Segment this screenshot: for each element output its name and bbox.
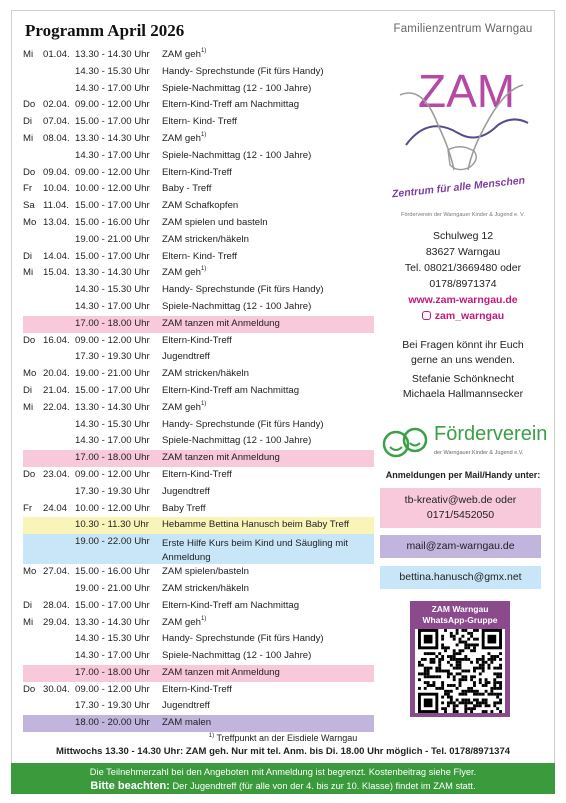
schedule-activity	[162, 383, 299, 400]
anmeldung-box-3-line1: bettina.hanusch@gmx.net	[399, 571, 522, 583]
contact-line1: Bei Fragen könnt ihr Euch	[402, 339, 524, 351]
schedule-day: Di	[23, 250, 33, 262]
schedule-activity-text: ZAM geh	[162, 401, 201, 413]
schedule-time: 14.30 - 15.30 Uhr	[75, 418, 150, 430]
schedule-row	[23, 450, 374, 467]
contact-info	[380, 338, 546, 402]
schedule-day: Mo	[23, 566, 37, 578]
schedule-row	[23, 648, 374, 665]
foerderverein-sub: der Warngauer Kinder & Jugend e.V.	[434, 450, 524, 456]
schedule-time: 18.00 - 20.00 Uhr	[75, 717, 150, 729]
schedule-time: 15.00 - 16.00 Uhr	[75, 566, 150, 578]
schedule-activity	[162, 501, 206, 518]
schedule-activity	[162, 467, 232, 484]
schedule-day: Mi	[23, 49, 34, 60]
schedule-activity-text: ZAM geh	[162, 616, 201, 628]
schedule-activity	[162, 299, 311, 316]
schedule-time: 13.30 - 14.30 Uhr	[75, 267, 150, 279]
schedule-date: 21.04.	[43, 384, 70, 396]
schedule-activity-text: Eltern- Kind- Treff	[162, 116, 238, 128]
schedule-time: 09.00 - 12.00 Uhr	[75, 334, 150, 346]
schedule-activity-text: Eltern-Kind-Treff	[162, 468, 232, 480]
schedule-day: Do	[23, 166, 36, 178]
schedule-activity-text: Spiele-Nachmittag (12 - 100 Jahre)	[162, 149, 312, 161]
footnote-ref: 1)	[200, 615, 207, 622]
schedule-activity-text: ZAM stricken/häkeln	[162, 582, 249, 594]
whatsapp-title: ZAM Warngau	[431, 604, 489, 614]
schedule-activity-text: Spiele-Nachmittag (12 - 100 Jahre)	[162, 435, 312, 447]
schedule-time: 15.00 - 17.00 Uhr	[75, 384, 150, 396]
schedule-activity-text: Eltern-Kind-Treff	[162, 166, 232, 178]
schedule-row	[23, 181, 374, 198]
schedule-activity-text: ZAM tanzen mit Anmeldung	[162, 452, 280, 464]
schedule-activity-text: Spiele-Nachmittag (12 - 100 Jahre)	[162, 82, 312, 94]
schedule-activity	[162, 97, 299, 114]
schedule-day: Di	[23, 116, 33, 128]
schedule-row	[23, 232, 374, 249]
schedule-day: Fr	[23, 502, 33, 514]
schedule-day: Sa	[23, 200, 35, 212]
address-street: Schulweg 12	[432, 230, 494, 242]
schedule-activity	[162, 484, 210, 501]
foerderverein-logo	[378, 420, 548, 464]
schedule-time: 10.00 - 12.00 Uhr	[75, 183, 150, 195]
schedule-activity-text: Jugendtreff	[162, 700, 210, 712]
schedule-row	[23, 631, 374, 648]
schedule-activity-text: ZAM malen	[162, 717, 212, 729]
footer-banner	[11, 763, 555, 794]
schedule-day: Mo	[23, 368, 37, 380]
schedule-time: 15.00 - 17.00 Uhr	[75, 250, 150, 262]
schedule-activity	[162, 333, 232, 350]
foerderverein-name: Förderverein	[434, 423, 548, 445]
schedule-time: 17.00 - 18.00 Uhr	[75, 452, 150, 464]
schedule-activity	[162, 64, 324, 81]
schedule-time: 19.00 - 21.00 Uhr	[75, 368, 150, 380]
schedule-activity	[162, 417, 324, 434]
schedule-activity	[162, 564, 249, 581]
schedule-time: 14.30 - 17.00 Uhr	[75, 149, 150, 161]
page-title: Programm April 2026	[25, 21, 185, 40]
schedule-time: 14.30 - 17.00 Uhr	[75, 82, 150, 94]
schedule-day: Fr	[23, 183, 33, 195]
schedule-activity-text: ZAM stricken/häkeln	[162, 368, 249, 380]
anmeldung-box-1-line1: tb-kreativ@web.de oder	[404, 494, 517, 506]
schedule-row	[23, 215, 374, 232]
schedule-time: 19.00 - 21.00 Uhr	[75, 233, 150, 245]
schedule-time: 14.30 - 17.00 Uhr	[75, 650, 150, 662]
footnote-ref: 1)	[200, 48, 207, 54]
schedule-activity	[162, 615, 206, 632]
schedule-activity-text: ZAM geh	[162, 267, 201, 279]
schedule-day: Do	[23, 334, 36, 346]
schedule-activity	[162, 181, 211, 198]
schedule-activity-text: ZAM tanzen mit Anmeldung	[162, 317, 280, 329]
logo-text: ZAM	[418, 65, 516, 117]
zam-logo	[388, 45, 538, 215]
schedule-activity-text: Handy- Sprechstunde (Fit fürs Handy)	[162, 418, 324, 430]
schedule-date: 23.04.	[43, 468, 70, 480]
schedule-row	[23, 299, 374, 316]
logo-tagline: Zentrum für alle Menschen	[391, 174, 526, 201]
schedule-row	[23, 47, 374, 64]
schedule-activity	[162, 282, 324, 299]
address-phone1: Tel. 08021/3669480 oder	[404, 262, 522, 274]
schedule-row	[23, 581, 374, 598]
schedule-date: 15.04.	[43, 267, 70, 279]
schedule-date: 28.04.	[43, 599, 70, 611]
footnote	[11, 733, 555, 743]
schedule-day: Do	[23, 683, 36, 695]
schedule-time: 09.00 - 12.00 Uhr	[75, 99, 150, 111]
schedule-time: 15.00 - 17.00 Uhr	[75, 200, 150, 212]
contact-line2: gerne an uns wenden.	[411, 354, 515, 366]
schedule-row	[23, 715, 374, 732]
schedule-activity	[162, 598, 299, 615]
schedule-time: 09.00 - 12.00 Uhr	[75, 683, 150, 695]
schedule-time: 15.00 - 17.00 Uhr	[75, 116, 150, 128]
footer-bold: Bitte beachten:	[90, 780, 170, 792]
schedule-date: 20.04.	[43, 368, 70, 380]
schedule-activity-text: Handy- Sprechstunde (Fit fürs Handy)	[162, 633, 324, 645]
schedule-activity	[162, 249, 237, 266]
schedule-row	[23, 400, 374, 417]
schedule-time: 17.30 - 19.30 Uhr	[75, 351, 150, 363]
schedule-date: 16.04.	[43, 334, 70, 346]
schedule-time: 17.30 - 19.30 Uhr	[75, 485, 150, 497]
schedule-day: Mi	[23, 401, 34, 413]
schedule-activity-text: ZAM spielen/basteln	[162, 566, 249, 578]
schedule-activity-text: Eltern-Kind-Treff	[162, 683, 232, 695]
schedule-activity	[162, 450, 280, 467]
wednesday-note: Mittwochs 13.30 - 14.30 Uhr: ZAM geh. Nur mit tel. Anm. bis Di. 18.00 Uhr möglich - Tel. 0178/8971374	[55, 746, 511, 757]
schedule-activity	[162, 114, 237, 131]
schedule-date: 29.04.	[43, 616, 70, 628]
schedule-day: Di	[23, 384, 33, 396]
faces-icon	[378, 420, 434, 464]
schedule-activity-text: Jugendtreff	[162, 485, 210, 497]
schedule-activity-text: Handy- Sprechstunde (Fit fürs Handy)	[162, 65, 324, 77]
schedule-row	[23, 564, 374, 581]
schedule-date: 13.04.	[43, 216, 70, 228]
schedule-activity	[162, 131, 206, 148]
contact-name2: Michaela Hallmannsecker	[402, 388, 524, 400]
schedule-row	[23, 282, 374, 299]
schedule-row	[23, 64, 374, 81]
whatsapp-group[interactable]	[410, 601, 510, 717]
schedule-date: 10.04.	[43, 183, 70, 195]
schedule-activity-text: Eltern-Kind-Treff	[162, 334, 232, 346]
schedule-row	[23, 615, 374, 632]
schedule-time: 09.00 - 12.00 Uhr	[75, 468, 150, 480]
schedule-row	[23, 333, 374, 350]
schedule-activity	[162, 165, 232, 182]
schedule-activity	[162, 215, 268, 232]
schedule-activity-text: Handy- Sprechstunde (Fit fürs Handy)	[162, 284, 324, 296]
schedule-activity	[162, 537, 352, 564]
schedule-activity	[162, 349, 210, 366]
schedule-activity-text: Eltern-Kind-Treff am Nachmittag	[162, 99, 300, 111]
anmeldung-title: Anmeldungen per Mail/Handy unter:	[385, 470, 541, 480]
schedule-day: Mi	[23, 267, 34, 279]
schedule-activity	[162, 433, 311, 450]
schedule-time: 14.30 - 17.00 Uhr	[75, 300, 150, 312]
schedule-time: 14.30 - 15.30 Uhr	[75, 284, 150, 296]
schedule-activity	[162, 715, 211, 732]
schedule-activity	[162, 631, 324, 648]
schedule-time: 13.30 - 14.30 Uhr	[75, 401, 150, 413]
whatsapp-subtitle: WhatsApp-Gruppe	[422, 615, 498, 625]
schedule-time: 15.00 - 17.00 Uhr	[75, 599, 150, 611]
schedule-time: 13.30 - 14.30 Uhr	[75, 616, 150, 628]
schedule-day: Mi	[23, 132, 34, 144]
logo-subline: Förderverein der Warngauer Kinder & Jugend e. V.	[401, 212, 525, 218]
schedule-activity	[162, 400, 206, 417]
address-city: 83627 Warngau	[425, 246, 501, 258]
schedule-row	[23, 433, 374, 450]
schedule-time: 17.00 - 18.00 Uhr	[75, 666, 150, 678]
schedule-time: 19.00 - 21.00 Uhr	[75, 582, 150, 594]
schedule-row	[23, 534, 374, 564]
schedule-activity-text: ZAM Schafkopfen	[162, 200, 239, 212]
schedule-row	[23, 467, 374, 484]
schedule-activity-text: ZAM stricken/häkeln	[162, 233, 249, 245]
schedule-row	[23, 349, 374, 366]
schedule-row	[23, 665, 374, 682]
schedule-date: 24.04	[43, 502, 68, 514]
schedule-time: 17.30 - 19.30 Uhr	[75, 700, 150, 712]
schedule-activity	[162, 198, 238, 215]
schedule-time: 14.30 - 15.30 Uhr	[75, 65, 150, 77]
schedule-date: 02.04.	[43, 99, 70, 111]
schedule-date: 07.04.	[43, 116, 70, 128]
anmeldung-box-1[interactable]	[380, 488, 541, 528]
schedule-activity-text: ZAM geh	[162, 49, 201, 60]
schedule-time: 14.30 - 15.30 Uhr	[75, 633, 150, 645]
footer-line1: Die Teilnehmerzahl bei den Angeboten mit Anmeldung ist begrenzt. Kostenbeitrag siehe Flyer.	[89, 767, 477, 777]
schedule-activity	[162, 665, 280, 682]
footnote-ref: 1)	[200, 266, 207, 273]
schedule-date: 27.04.	[43, 566, 70, 578]
schedule-activity	[162, 682, 232, 699]
schedule-activity-text: ZAM tanzen mit Anmeldung	[162, 666, 280, 678]
schedule-time: 10.30 - 11.30 Uhr	[75, 519, 149, 531]
schedule-time: 15.00 - 16.00 Uhr	[75, 216, 150, 228]
schedule-day: Mi	[23, 616, 34, 628]
schedule-activity	[162, 81, 311, 98]
schedule-activity	[162, 366, 249, 383]
schedule-row	[23, 198, 374, 215]
instagram-icon	[422, 311, 431, 320]
footer-line2: Der Jugendtreff (für alle von der 4. bis zur 10. Klasse) findet im ZAM statt.	[172, 781, 476, 791]
schedule-day: Mo	[23, 216, 37, 228]
footnote-text: Treffpunkt an der Eisdiele Warngau	[216, 733, 358, 743]
schedule-date: 14.04.	[43, 250, 70, 262]
schedule-row	[23, 316, 374, 333]
schedule-row	[23, 249, 374, 266]
schedule-day: Do	[23, 99, 36, 111]
schedule-activity-text: ZAM spielen und basteln	[162, 216, 268, 228]
address-phone2: 0178/8971374	[429, 278, 497, 290]
instagram-handle: zam_warngau	[434, 310, 505, 322]
schedule-activity-text: Spiele-Nachmittag (12 - 100 Jahre)	[162, 650, 312, 662]
schedule-list	[23, 47, 374, 732]
schedule-day: Do	[23, 468, 36, 480]
schedule-row	[23, 484, 374, 501]
schedule-date: 08.04.	[43, 132, 70, 144]
schedule-row	[23, 366, 374, 383]
footnote-mark: 1)	[208, 733, 215, 739]
schedule-time: 10.00 - 12.00 Uhr	[75, 502, 150, 514]
schedule-activity	[162, 47, 206, 64]
schedule-activity-text: ZAM geh	[162, 132, 201, 144]
schedule-activity	[162, 581, 249, 598]
schedule-row	[23, 598, 374, 615]
schedule-activity	[162, 316, 280, 333]
schedule-date: 22.04.	[43, 401, 70, 413]
schedule-row	[23, 81, 374, 98]
schedule-activity	[162, 648, 311, 665]
schedule-time: 17.00 - 18.00 Uhr	[75, 317, 150, 329]
schedule-activity-text: Erste Hilfe Kurs beim Kind und Säugling mit Anmeldung	[162, 538, 349, 563]
schedule-activity-text: Eltern-Kind-Treff am Nachmittag	[162, 599, 300, 611]
schedule-activity-text: Eltern-Kind-Treff am Nachmittag	[162, 384, 300, 396]
schedule-row	[23, 97, 374, 114]
schedule-row	[23, 131, 374, 148]
schedule-date: 11.04.	[43, 200, 69, 212]
anmeldung-box-2[interactable]	[380, 535, 541, 558]
footnote-ref: 1)	[200, 400, 207, 407]
schedule-activity-text: Jugendtreff	[162, 351, 210, 363]
schedule-row	[23, 114, 374, 131]
schedule-activity	[162, 265, 206, 282]
contact-name1: Stefanie Schönknecht	[411, 373, 515, 385]
schedule-time: 09.00 - 12.00 Uhr	[75, 166, 150, 178]
schedule-activity	[162, 698, 210, 715]
anmeldung-box-3[interactable]	[380, 566, 541, 589]
schedule-date: 01.04.	[43, 49, 70, 60]
anmeldung-box-2-line1: mail@zam-warngau.de	[406, 540, 515, 552]
schedule-activity	[162, 232, 249, 249]
schedule-row	[23, 148, 374, 165]
schedule-row	[23, 698, 374, 715]
schedule-activity	[162, 517, 349, 534]
schedule-time: 13.30 - 14.30 Uhr	[75, 132, 150, 144]
qr-code[interactable]	[415, 629, 505, 713]
schedule-row	[23, 517, 374, 534]
org-name: Familienzentrum Warngau	[393, 23, 533, 35]
schedule-row	[23, 501, 374, 518]
schedule-activity-text: Baby Treff	[162, 502, 206, 514]
schedule-row	[23, 417, 374, 434]
website-link[interactable]: www.zam-warngau.de	[408, 294, 518, 306]
schedule-activity	[162, 148, 311, 165]
schedule-activity-text: Baby - Treff	[162, 183, 212, 195]
schedule-time: 13.30 - 14.30 Uhr	[75, 49, 150, 60]
schedule-time: 14.30 - 17.00 Uhr	[75, 435, 150, 447]
schedule-row	[23, 165, 374, 182]
schedule-row	[23, 265, 374, 282]
schedule-activity-text: Hebamme Bettina Hanusch beim Baby Treff	[162, 519, 349, 531]
schedule-date: 09.04.	[43, 166, 70, 178]
anmeldung-box-1-line2: 0171/5452050	[426, 509, 495, 521]
schedule-date: 30.04.	[43, 683, 70, 695]
instagram-link[interactable]	[380, 309, 546, 323]
schedule-row	[23, 383, 374, 400]
schedule-activity-text: Spiele-Nachmittag (12 - 100 Jahre)	[162, 300, 312, 312]
footnote-ref: 1)	[200, 131, 207, 138]
schedule-row	[23, 682, 374, 699]
schedule-day: Di	[23, 599, 33, 611]
schedule-activity-text: Eltern- Kind- Treff	[162, 250, 238, 262]
schedule-time: 19.00 - 22.00 Uhr	[75, 536, 150, 548]
